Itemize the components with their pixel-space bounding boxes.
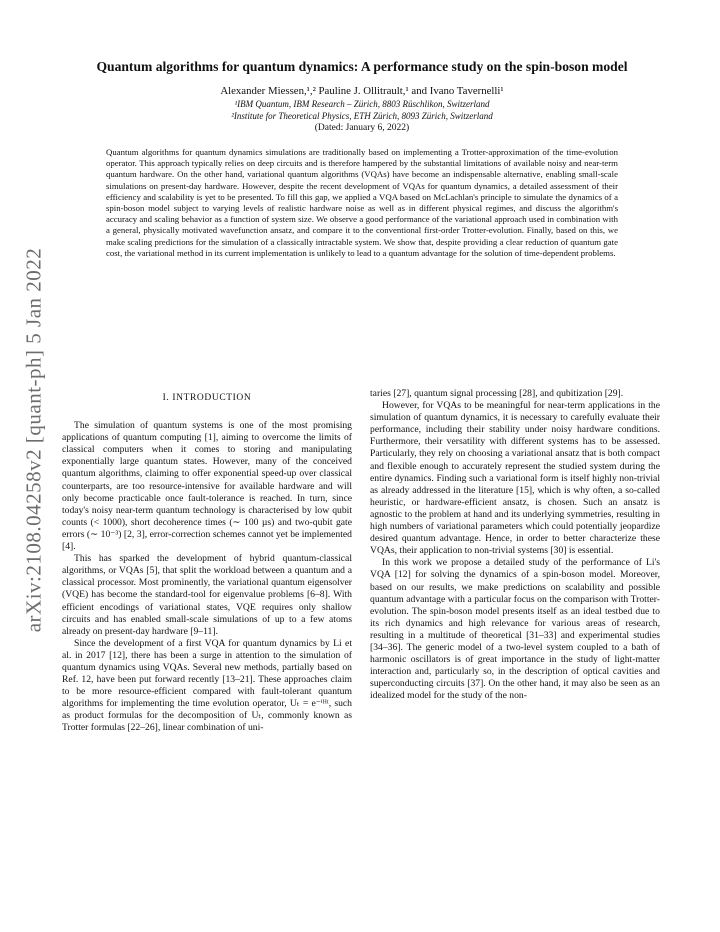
intro-paragraph-3: Since the development of a first VQA for quantum dynamics by Li et al. in 2017 [12], there has been a surge in attention to the simulation of quantum dynamics using VQAs. Several new methods, partially based on Ref. 12, have been put forward recently [13–21]. These approaches claim to be more resource-efficient compared with fault-tolerant quantum algorithms for implementing the time evolution operator, Uₜ = e⁻ⁱᴴᵗ, such as product formulas for the decomposition of Uₜ, commonly known as Trotter formulas [22–26], linear combination of uni-	[62, 637, 352, 734]
abstract: Quantum algorithms for quantum dynamics simulations are traditionally based on implementing a Trotter-approximation of the time-evolution operator. This approach typically relies on deep circuits and is therefore hampered by the substantial limitations of available noisy and near-term quantum hardware. On the other hand, variational quantum algorithms (VQAs) have become an indispensable alternative, enabling small-scale simulations on present-day hardware. However, despite the recent development of VQAs for quantum dynamics, a detailed assessment of their efficiency and scalability is yet to be presented. To fill this gap, we applied a VQA based on McLachlan's principle to simulate the dynamics of a spin-boson model subject to varying levels of realistic hardware noise as well as in different physical regimes, and discuss the algorithm's accuracy and scaling behavior as a function of system size. We observe a good performance of the variational approach used in combination with a general, physically motivated wavefunction ansatz, and compare it to the conventional first-order Trotter-evolution. Finally, based on this, we make scaling predictions for the simulation of a classically intractable system. We show that, despite providing a clear reduction of quantum gate cost, the variational method in its current implementation is unlikely to lead to a quantum advantage for the solution of time-dependent problems.	[106, 147, 618, 258]
intro-paragraph-4: taries [27], quantum signal processing [28], and qubitization [29].	[370, 388, 624, 399]
arxiv-identifier-sidebar	[14, 0, 54, 932]
left-column	[62, 388, 352, 735]
affiliation-2: ²Institute for Theoretical Physics, ETH Zürich, 8093 Zürich, Switzerland	[231, 111, 493, 121]
intro-paragraph-6: In this work we propose a detailed study of the performance of Li's VQA [12] for solving the dynamics of a spin-boson model. Moreover, based on our results, we make predictions on scalability and possible quantum advantage with a particular focus on the comparison with Trotter-evolution. The spin-boson model presents itself as an ideal testbed due to its rich dynamics and high relevance for various areas of research, resulting in a multitude of theoretical [31–33] and experimental studies [34–36]. The generic model of a two-level system coupled to a bath of harmonic oscillators is of great importance in the study of light-matter interaction and, particularly so, in the description of optical cavities and superconducting circuits [37]. On the other hand, it may also be seen as an idealized model for the study of the non-	[370, 557, 660, 702]
paper-page	[62, 58, 662, 734]
intro-paragraph-5: However, for VQAs to be meaningful for near-term applications in the simulation of quantum dynamics, it is necessary to carefully evaluate their performance, including their stability under noisy hardware conditions. Furthermore, their versatility with different systems has to be assessed. Particularly, they rely on choosing a variational ansatz that is both compact and flexible enough to accurately represent the studied system during the entire dynamics. Finding such a variational form is itself highly non-trivial as already addressed in the literature [15], which is why often, a so-called heuristic, or hardware-efficient ansatz, is chosen. Such an ansatz is agnostic to the problem at hand and its underlying symmetries, resulting in high numbers of variational parameters which could potentially jeopardize desired quantum advantage. Hence, in order to better characterize these VQAs, their application to non-trivial systems [30] is essential.	[370, 400, 660, 557]
arxiv-identifier: arXiv:2108.04258v2 [quant-ph] 5 Jan 2022	[21, 247, 46, 633]
author-list: Alexander Miessen,¹,² Pauline J. Ollitrault,¹ and Ivano Tavernelli¹	[220, 85, 504, 97]
paper-title: Quantum algorithms for quantum dynamics: A performance study on the spin-boson model	[96, 59, 628, 74]
right-column	[370, 388, 660, 702]
intro-paragraph-1: The simulation of quantum systems is one of the most promising applications of quantum computing [1], aiming to overcome the limits of classical computers when it comes to storing and manipulating exponentially large quantum states. However, many of the conceived quantum algorithms, claiming to offer exponential speed-up over classical counterparts, are too resource-intensive for available hardware and will only become practicable once fault-tolerance is reached. In turn, since today's noisy near-term quantum technology is characterised by low qubit counts (< 1000), short decoherence times (∼ 100 µs) and two-qubit gate errors (∼ 10⁻³) [2, 3], error-correction schemes cannot yet be implemented [4].	[62, 420, 352, 553]
affiliation-1: ¹IBM Quantum, IBM Research – Zürich, 8803 Rüschlikon, Switzerland	[234, 99, 490, 109]
intro-paragraph-2: This has sparked the development of hybrid quantum-classical algorithms, or VQAs [5], that split the workload between a quantum and a classical processor. Most prominently, the variational quantum eigensolver (VQE) has become the standard-tool for eigenvalue problems [6–8]. With efficient encodings of variational states, VQE requires only shallow circuits and has enabled small-scale simulations of up to a few atoms already on present-day hardware [9–11].	[62, 553, 352, 637]
date-line: (Dated: January 6, 2022)	[314, 123, 410, 133]
section-heading: I. INTRODUCTION	[162, 393, 252, 403]
